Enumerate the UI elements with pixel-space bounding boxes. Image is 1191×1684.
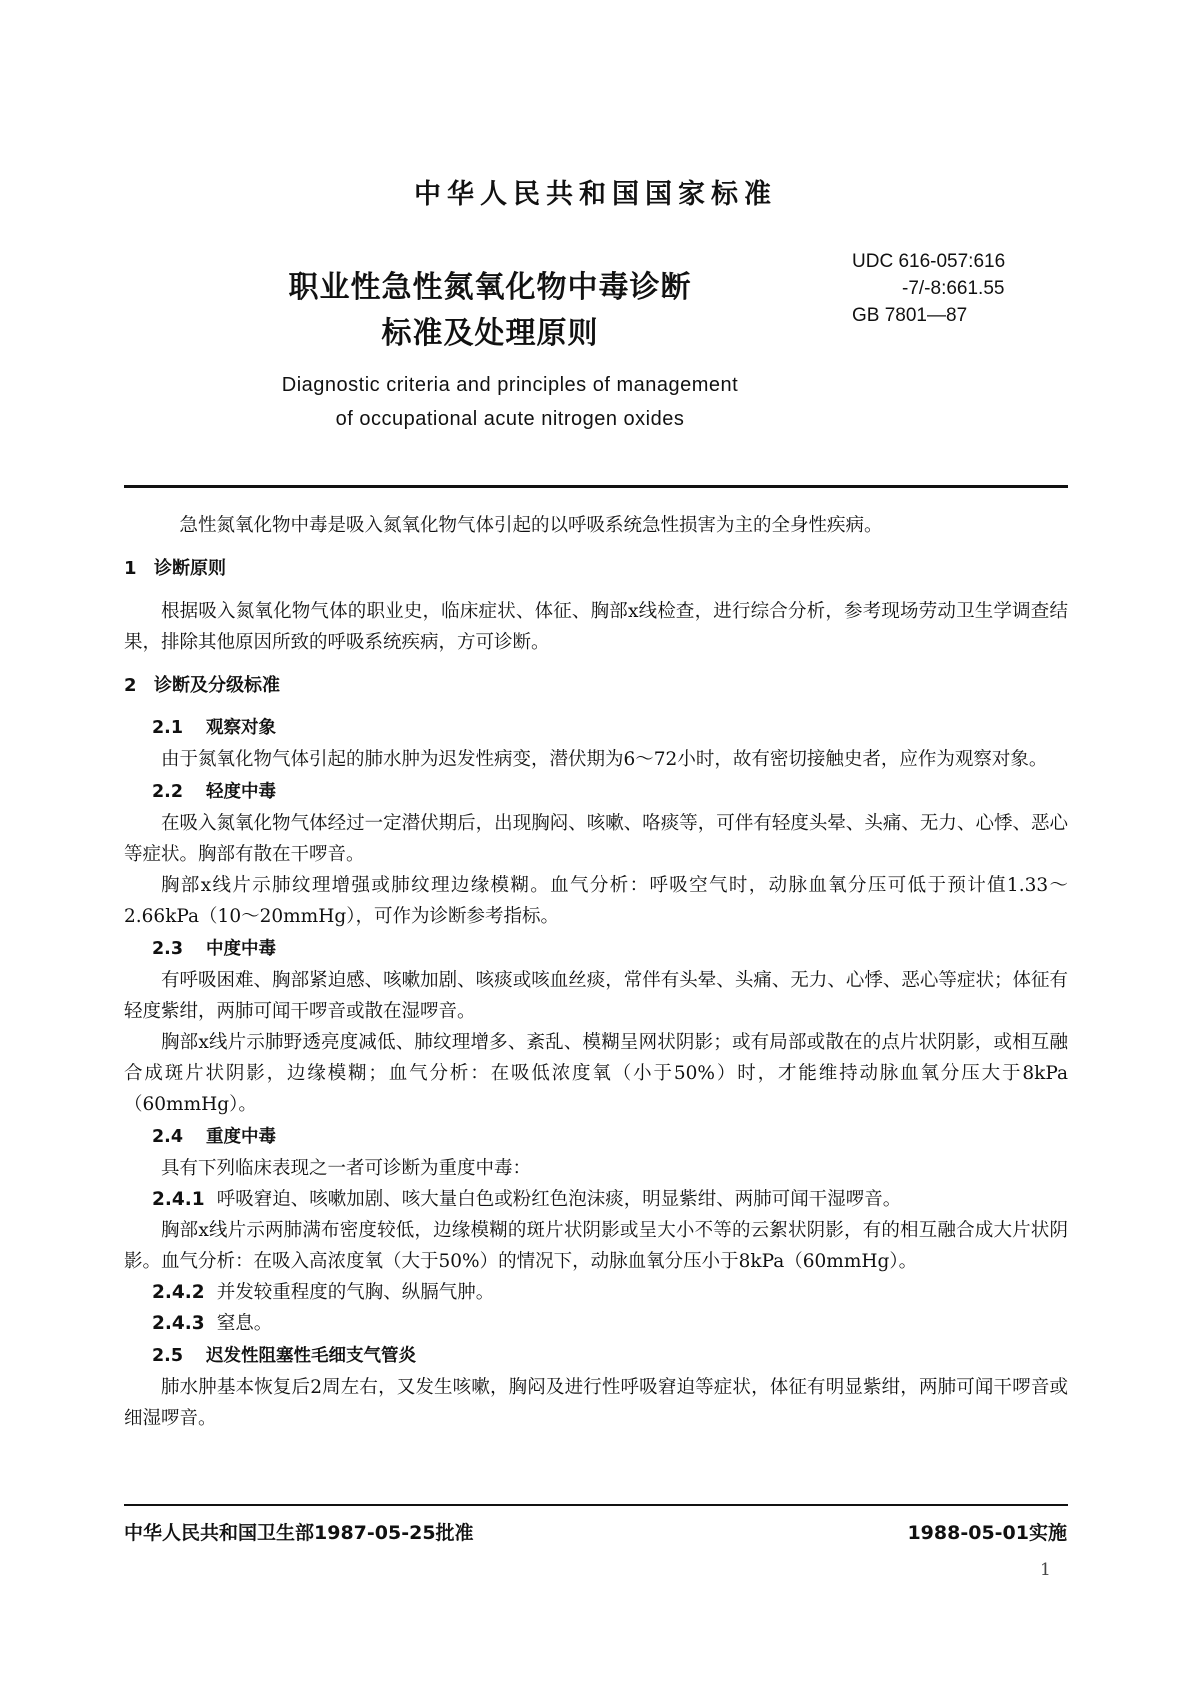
section-2-4-2-item [124,1277,1068,1308]
section-2-4-1-item [124,1184,1068,1215]
section-2-1-heading [124,713,1068,744]
section-title: 重度中毒 [206,1127,276,1147]
section-number: 2.4.3 [152,1313,205,1334]
national-standard-heading: 中华人民共和国国家标准 [414,179,777,210]
section-number: 2.4.1 [152,1189,205,1210]
section-1-heading [124,553,1068,584]
section-number: 2.5 [152,1346,184,1366]
section-number: 2.4.2 [152,1282,205,1303]
title-en [200,368,820,436]
udc-code-continued: -7/-8:661.55 [902,278,1005,299]
section-2-4-3-item [124,1308,1068,1339]
section-2-4-heading [124,1122,1068,1153]
section-title: 迟发性阻塞性毛细支气管炎 [206,1346,416,1366]
intro-paragraph: 急性氮氧化物中毒是吸入氮氧化物气体引起的以呼吸系统急性损害为主的全身性疾病。 [179,515,883,536]
section-number: 2.4 [152,1127,184,1147]
section-number: 2 [124,675,137,696]
section-2-2-heading [124,777,1068,808]
section-2-2-paragraph-1: 在吸入氮氧化物气体经过一定潜伏期后，出现胸闷、咳嗽、咯痰等，可伴有轻度头晕、头痛、无力、心悸、恶心等症状。胸部有散在干啰音。 [124,813,1068,865]
section-2-4-paragraph: 具有下列临床表现之一者可诊断为重度中毒： [161,1158,532,1179]
header-divider [124,485,1068,488]
section-2-3-paragraph-2: 胸部x线片示肺野透亮度减低、肺纹理增多、紊乱、模糊呈网状阴影；或有局部或散在的点片状阴影，或相互融合成斑片状阴影，边缘模糊；血气分析：在吸低浓度氧（小于50%）时，才能维持动脉血氧分压大于8kPa（60mmHg）。 [124,1032,1068,1115]
section-title: 轻度中毒 [206,782,276,802]
item-text: 并发较重程度的气胸、纵膈气肿。 [216,1282,495,1303]
section-2-heading [124,670,1068,701]
section-number: 1 [124,558,137,579]
section-2-3-paragraph-1: 有呼吸困难、胸部紧迫感、咳嗽加剧、咳痰或咳血丝痰，常伴有头晕、头痛、无力、心悸、恶心等症状；体征有轻度紫绀，两肺可闻干啰音或散在湿啰音。 [124,970,1068,1022]
section-2-4-1-paragraph: 胸部x线片示两肺满布密度较低，边缘模糊的斑片状阴影或呈大小不等的云絮状阴影，有的相互融合成大片状阴影。血气分析：在吸入高浓度氧（大于50%）的情况下，动脉血氧分压小于8kPa（60mmHg）。 [124,1220,1068,1272]
section-1-paragraph: 根据吸入氮氧化物气体的职业史，临床症状、体征、胸部x线检查，进行综合分析，参考现场劳动卫生学调查结果，排除其他原因所致的呼吸系统疾病，方可诊断。 [124,601,1068,653]
section-2-2-paragraph-2: 胸部x线片示肺纹理增强或肺纹理边缘模糊。血气分析：呼吸空气时，动脉血氧分压可低于预计值1.33～2.66kPa（10～20mmHg），可作为诊断参考指标。 [124,875,1068,927]
section-title: 诊断原则 [154,558,226,579]
page-number: 1 [1040,1560,1051,1580]
section-number: 2.3 [152,939,184,959]
section-2-1-paragraph: 由于氮氧化物气体引起的肺水肿为迟发性病变，潜伏期为6～72小时，故有密切接触史者，应作为观察对象。 [161,749,1048,770]
footer-divider [124,1504,1068,1506]
item-text: 呼吸窘迫、咳嗽加剧、咳大量白色或粉红色泡沫痰，明显紫绀、两肺可闻干湿啰音。 [216,1189,902,1210]
section-number: 2.1 [152,718,184,738]
effective-date: 1988-05-01实施 [907,1522,1067,1544]
document-body [124,510,1068,1434]
title-cn-line2: 标准及处理原则 [381,316,599,351]
classification-block [852,248,1005,329]
section-title: 中度中毒 [206,939,276,959]
approval-date: 中华人民共和国卫生部1987-05-25批准 [124,1522,474,1544]
section-2-5-paragraph: 肺水肿基本恢复后2周左右，又发生咳嗽，胸闷及进行性呼吸窘迫等症状，体征有明显紫绀，两肺可闻干啰音或细湿啰音。 [124,1377,1068,1429]
section-title: 观察对象 [206,718,276,738]
section-2-3-heading [124,934,1068,965]
section-number: 2.2 [152,782,184,802]
udc-code: UDC 616-057:616 [852,251,1006,272]
section-title: 诊断及分级标准 [154,675,280,696]
title-en-line2: of occupational acute nitrogen oxides [335,408,685,430]
gb-number: GB 7801—87 [852,305,968,326]
item-text: 窒息。 [216,1313,273,1334]
title-cn-line1: 职业性急性氮氧化物中毒诊断 [288,270,692,305]
section-2-5-heading [124,1341,1068,1372]
title-en-line1: Diagnostic criteria and principles of management [281,374,739,396]
